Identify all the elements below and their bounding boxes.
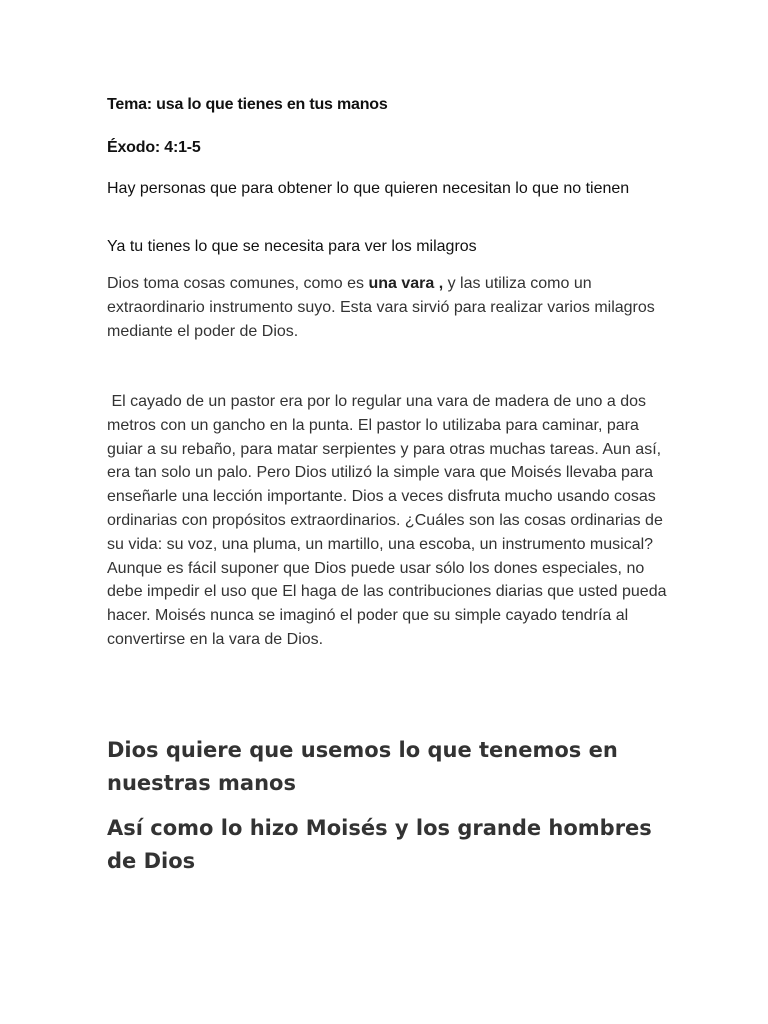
paragraph-dios-toma-end: y las utiliza como un extraordinario instrumento suyo. Esta vara sirvió para realizar varios milagros mediante el poder de Dios. [107, 275, 655, 340]
paragraph-dios-toma-start: Dios toma cosas comunes, como es [107, 275, 369, 292]
heading-asi-como: Así como lo hizo Moisés y los grande hombres de Dios [107, 816, 652, 873]
tema-line: Tema: usa lo que tienes en tus manos [107, 96, 388, 113]
paragraph-ya-tu-tienes: Ya tu tienes lo que se necesita para ver los milagros [107, 238, 477, 255]
heading-dios-quiere: Dios quiere que usemos lo que tenemos en nuestras manos [107, 738, 618, 795]
paragraph-hay-personas: Hay personas que para obtener lo que quieren necesitan lo que no tienen [107, 180, 630, 197]
scripture-reference: Éxodo: 4:1-5 [107, 139, 201, 156]
paragraph-dios-toma-bold: una vara , [368, 275, 444, 292]
paragraph-dios-toma [107, 272, 667, 343]
paragraph-el-cayado: El cayado de un pastor era por lo regular una vara de madera de uno a dos metros con un gancho en la punta. El pastor lo utilizaba para caminar, para guiar a su rebaño, para matar serpientes y para otras muchas tareas. Aun así, era tan solo un palo. Pero Dios utilizó la simple vara que Moisés llevaba para enseñarle una lección importante. Dios a veces disfruta mucho usando cosas ordinarias con propósitos extraordinarios. ¿Cuáles son las cosas ordinarias de su vida: su voz, una pluma, un martillo, una escoba, un instrumento musical? Aunque es fácil suponer que Dios puede usar sólo los dones especiales, no debe impedir el uso que El haga de las contribuciones diarias que usted pueda hacer. Moisés nunca se imaginó el poder que su simple cayado tendría al convertirse en la vara de Dios. [107, 393, 671, 648]
